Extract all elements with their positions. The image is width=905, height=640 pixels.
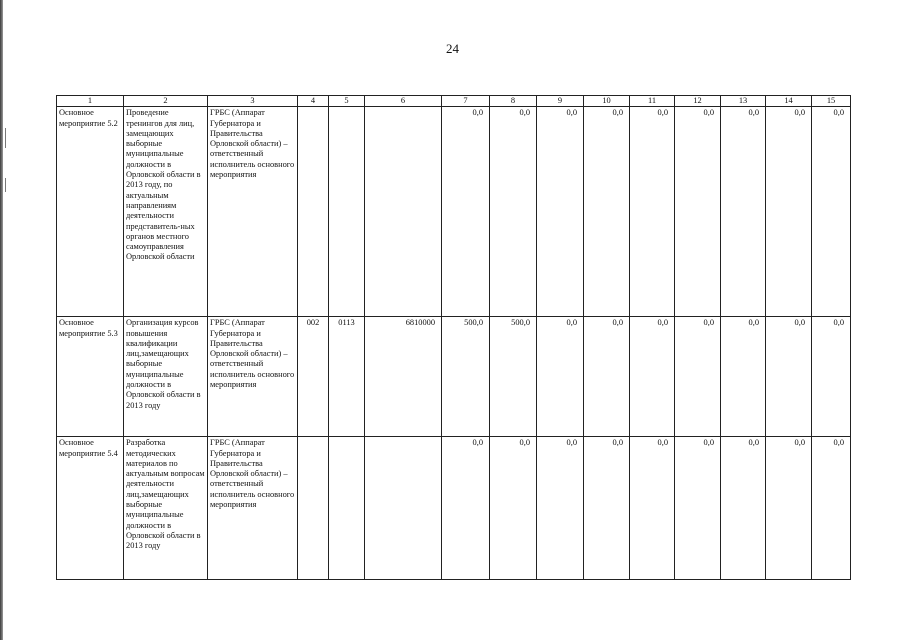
value-cell: 0,0	[584, 107, 630, 317]
responsible-executor: ГРБС (Аппарат Губернатора и Правительства Орловской области) – ответственный исполнитель основного мероприятия	[208, 107, 298, 317]
value-cell: 500,0	[442, 317, 490, 437]
column-header: 4	[298, 96, 329, 107]
column-header: 15	[812, 96, 851, 107]
grbs-code	[298, 437, 329, 580]
column-header: 2	[124, 96, 208, 107]
value-cell: 0,0	[812, 107, 851, 317]
column-header: 10	[584, 96, 630, 107]
value-cell: 0,0	[812, 317, 851, 437]
column-header: 11	[630, 96, 675, 107]
column-header: 14	[766, 96, 812, 107]
column-header: 5	[329, 96, 365, 107]
header-row	[57, 96, 851, 107]
column-header: 3	[208, 96, 298, 107]
rzpr-code: 0113	[329, 317, 365, 437]
responsible-executor: ГРБС (Аппарат Губернатора и Правительства Орловской области) – ответственный исполнитель основного мероприятия	[208, 437, 298, 580]
value-cell: 0,0	[721, 437, 766, 580]
activity-name: Основное мероприятие 5.4	[57, 437, 124, 580]
value-cell: 0,0	[766, 437, 812, 580]
grbs-code	[298, 107, 329, 317]
value-cell: 0,0	[721, 107, 766, 317]
column-header: 6	[365, 96, 442, 107]
grbs-code: 002	[298, 317, 329, 437]
value-cell: 0,0	[537, 317, 584, 437]
page-left-edge	[0, 0, 3, 640]
value-cell: 0,0	[584, 317, 630, 437]
activity-description: Проведение тренингов для лиц, замещающих выборные муниципальные должности в Орловской области в 2013 году, по актуальным направлениям деятельности представитель-ных органов местного самоуправления Орловской области	[124, 107, 208, 317]
column-header: 7	[442, 96, 490, 107]
value-cell: 0,0	[442, 437, 490, 580]
value-cell: 0,0	[490, 437, 537, 580]
column-header: 13	[721, 96, 766, 107]
scan-mark	[5, 128, 6, 148]
activity-description: Организация курсов повышения квалификации лиц,замещающих выборные муниципальные должности в Орловской области в 2013 году	[124, 317, 208, 437]
column-header: 8	[490, 96, 537, 107]
column-header: 9	[537, 96, 584, 107]
rzpr-code	[329, 107, 365, 317]
column-header: 1	[57, 96, 124, 107]
value-cell: 0,0	[675, 437, 721, 580]
csr-code	[365, 437, 442, 580]
rzpr-code	[329, 437, 365, 580]
table-row	[57, 107, 851, 317]
value-cell: 0,0	[766, 107, 812, 317]
value-cell: 0,0	[630, 437, 675, 580]
scan-mark	[5, 178, 6, 192]
csr-code	[365, 107, 442, 317]
value-cell: 0,0	[442, 107, 490, 317]
budget-table	[56, 95, 851, 580]
value-cell: 0,0	[537, 107, 584, 317]
responsible-executor: ГРБС (Аппарат Губернатора и Правительства Орловской области) – ответственный исполнитель основного мероприятия	[208, 317, 298, 437]
value-cell: 0,0	[584, 437, 630, 580]
value-cell: 0,0	[630, 107, 675, 317]
value-cell: 0,0	[675, 107, 721, 317]
value-cell: 0,0	[721, 317, 766, 437]
value-cell: 0,0	[630, 317, 675, 437]
page-number: 24	[446, 41, 459, 56]
column-header: 12	[675, 96, 721, 107]
value-cell: 0,0	[812, 437, 851, 580]
table-row	[57, 317, 851, 437]
activity-name: Основное мероприятие 5.2	[57, 107, 124, 317]
activity-name: Основное мероприятие 5.3	[57, 317, 124, 437]
activity-description: Разработка методических материалов по актуальным вопросам деятельности лиц,замещающих выборные муниципальные должности в Орловской области в 2013 году	[124, 437, 208, 580]
value-cell: 0,0	[537, 437, 584, 580]
csr-code: 6810000	[365, 317, 442, 437]
value-cell: 0,0	[490, 107, 537, 317]
table-row	[57, 437, 851, 580]
value-cell: 0,0	[675, 317, 721, 437]
value-cell: 0,0	[766, 317, 812, 437]
value-cell: 500,0	[490, 317, 537, 437]
